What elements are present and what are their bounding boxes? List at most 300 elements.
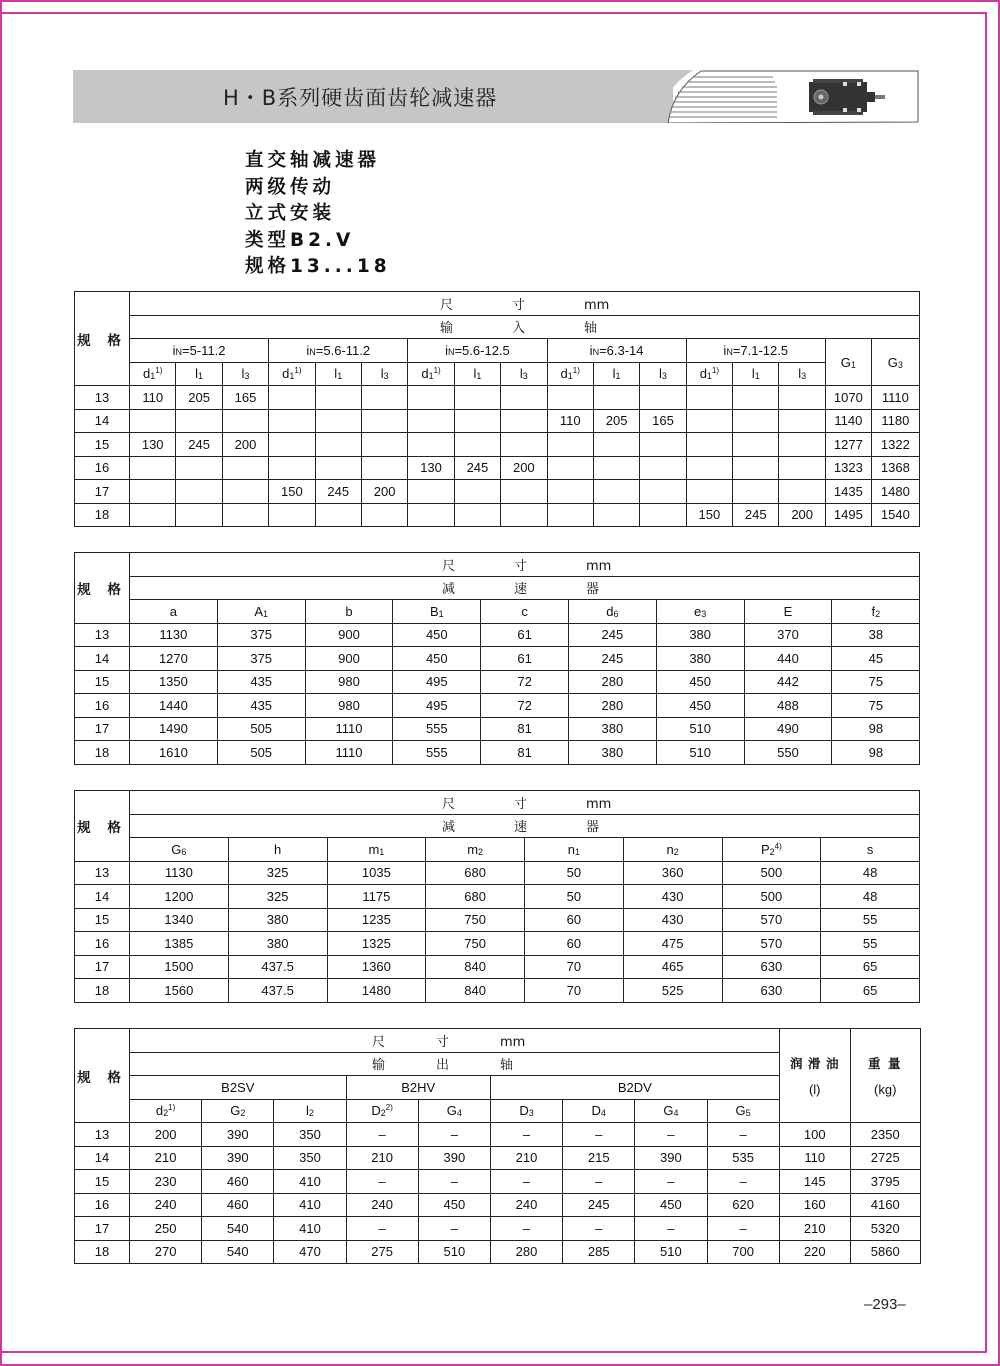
dimension-word: mm (584, 297, 610, 313)
value-cell: 60 (525, 908, 624, 932)
value-cell: 1480 (327, 979, 426, 1003)
value-cell: 245 (563, 1193, 635, 1217)
value-cell: 205 (593, 409, 639, 433)
value-cell: 240 (490, 1193, 562, 1217)
value-cell (501, 433, 547, 457)
value-cell: – (635, 1217, 707, 1241)
symbol-base: G (735, 1103, 746, 1119)
value-cell: – (707, 1217, 779, 1241)
value-cell: 200 (501, 456, 547, 480)
spec-size-cell: 13 (75, 1123, 130, 1147)
value-cell: 500 (722, 861, 821, 885)
symbol-base: l (612, 366, 616, 382)
value-cell: 325 (228, 861, 327, 885)
value-cell: 380 (568, 741, 656, 765)
value-cell: 60 (525, 932, 624, 956)
symbol-base: l (751, 366, 755, 382)
column-header (825, 339, 871, 386)
table-row (75, 456, 920, 480)
value-cell: 505 (217, 741, 305, 765)
spec-size-cell: 16 (75, 456, 130, 480)
value-cell: 380 (656, 623, 744, 647)
value-cell: 50 (525, 861, 624, 885)
value-cell: 65 (821, 979, 920, 1003)
value-cell (454, 480, 500, 504)
value-cell: 1110 (305, 741, 393, 765)
dimension-word: 尺 (440, 297, 454, 313)
dimension-header (130, 791, 920, 815)
value-cell: – (635, 1123, 707, 1147)
ratio-group-header (686, 339, 825, 363)
reducer-dimension-table-1 (74, 552, 920, 765)
column-header (525, 838, 624, 862)
value-cell (593, 456, 639, 480)
column-header (547, 362, 593, 386)
value-cell: 1340 (130, 908, 229, 932)
dimension-word: mm (586, 558, 612, 574)
ratio-symbol: i (172, 342, 176, 358)
value-cell (315, 409, 361, 433)
column-header (722, 838, 821, 862)
column-header (217, 600, 305, 624)
table-row (75, 670, 920, 694)
symbol-subscript: 1 (198, 371, 204, 382)
value-cell: 980 (305, 694, 393, 718)
value-cell: 440 (744, 647, 832, 671)
symbol-base: l (659, 366, 662, 382)
symbol-base: m (368, 841, 380, 857)
value-cell (593, 503, 639, 527)
column-header (305, 600, 393, 624)
column-header (733, 362, 779, 386)
column-header (635, 1099, 707, 1123)
ratio-symbol: i (723, 342, 727, 358)
table-row (75, 1217, 921, 1241)
spec-size-cell: 16 (75, 1193, 130, 1217)
value-cell: 45 (832, 647, 920, 671)
column-header (393, 600, 481, 624)
value-cell: 437.5 (228, 979, 327, 1003)
value-cell: 215 (563, 1146, 635, 1170)
value-cell (176, 456, 222, 480)
value-cell: 130 (408, 456, 454, 480)
value-cell: 2350 (850, 1123, 920, 1147)
symbol-base: A (254, 603, 264, 619)
value-cell: 48 (821, 885, 920, 909)
spec-size-cell: 14 (75, 409, 130, 433)
value-cell: 510 (656, 717, 744, 741)
spec-size-cell: 13 (75, 623, 130, 647)
symbol-subscript: 1 (263, 608, 269, 619)
symbol-subscript: 2 (673, 846, 679, 857)
value-cell (130, 503, 176, 527)
column-header-row (75, 600, 920, 624)
spec-size-cell: 13 (75, 386, 130, 410)
spec-size-cell: 13 (75, 861, 130, 885)
value-cell (269, 433, 315, 457)
column-header (426, 838, 525, 862)
value-cell: 490 (744, 717, 832, 741)
section-header-row (75, 814, 920, 838)
value-cell (454, 503, 500, 527)
value-cell: 1490 (130, 717, 218, 741)
value-cell: 245 (568, 647, 656, 671)
reducer-dimension-table-2 (74, 790, 920, 1003)
spec-header: 规 格 (75, 1029, 130, 1123)
column-header (315, 362, 361, 386)
value-cell: 380 (656, 647, 744, 671)
value-cell: 510 (635, 1240, 707, 1264)
table-row (75, 480, 920, 504)
value-cell: 1325 (327, 932, 426, 956)
column-header (274, 1099, 346, 1123)
table-row (75, 741, 920, 765)
symbol-subscript: 1 (476, 371, 482, 382)
symbol-subscript: 3 (701, 608, 707, 619)
value-cell: 230 (130, 1170, 202, 1194)
value-cell: 1322 (871, 433, 919, 457)
footnote-marker: 1) (433, 366, 441, 376)
dimension-word: 尺 (372, 1034, 386, 1050)
table-row (75, 861, 920, 885)
value-cell (779, 409, 825, 433)
dimension-word: 尺 (442, 796, 456, 812)
value-cell: 240 (130, 1193, 202, 1217)
subtitle-block (245, 148, 391, 281)
value-cell: – (707, 1170, 779, 1194)
value-cell: 620 (707, 1193, 779, 1217)
symbol-subscript: 1 (706, 371, 712, 382)
value-cell (501, 503, 547, 527)
value-cell: 1140 (825, 409, 871, 433)
spec-size-cell: 17 (75, 955, 130, 979)
column-header (418, 1099, 490, 1123)
section-header-word: 速 (514, 582, 528, 598)
value-cell: 81 (481, 741, 569, 765)
section-header (130, 814, 920, 838)
value-cell: 450 (656, 694, 744, 718)
value-cell: 245 (315, 480, 361, 504)
dimension-word: mm (500, 1034, 526, 1050)
footnote-marker: 1) (155, 366, 163, 376)
spec-size-cell: 16 (75, 932, 130, 956)
spec-header: 规 格 (75, 553, 130, 624)
value-cell (269, 409, 315, 433)
section-header (130, 1052, 780, 1076)
symbol-subscript: 1 (337, 371, 343, 382)
value-cell: 200 (361, 480, 407, 504)
symbol-subscript: 2 (769, 846, 775, 857)
section-header-word: 速 (514, 820, 528, 836)
value-cell: 495 (393, 670, 481, 694)
value-cell (454, 433, 500, 457)
value-cell: 410 (274, 1193, 346, 1217)
value-cell: 630 (722, 955, 821, 979)
table-row (75, 885, 920, 909)
symbol-base: d (421, 366, 429, 382)
column-header (454, 362, 500, 386)
value-cell: 150 (269, 480, 315, 504)
symbol-subscript: 6 (613, 608, 619, 619)
value-cell (547, 503, 593, 527)
value-cell (222, 480, 268, 504)
value-cell: 750 (426, 908, 525, 932)
column-header (361, 362, 407, 386)
value-cell: 370 (744, 623, 832, 647)
symbol-subscript: 2 (163, 1108, 169, 1119)
column-header (623, 838, 722, 862)
dimension-header-row (75, 292, 920, 316)
symbol-subscript: 2 (380, 1108, 386, 1119)
column-header (686, 362, 732, 386)
symbol-base: G (887, 354, 898, 370)
value-cell: 285 (563, 1240, 635, 1264)
value-cell (501, 386, 547, 410)
value-cell: 61 (481, 647, 569, 671)
table-row (75, 1123, 921, 1147)
value-cell: – (490, 1123, 562, 1147)
value-cell: 5860 (850, 1240, 920, 1264)
symbol-subscript: 1 (567, 371, 573, 382)
spec-size-cell: 18 (75, 503, 130, 527)
value-cell (408, 480, 454, 504)
symbol-subscript: 2 (308, 1108, 314, 1119)
spec-size-cell: 14 (75, 1146, 130, 1170)
page-number: –293– (864, 1296, 906, 1313)
value-cell: 630 (722, 979, 821, 1003)
value-cell: 450 (656, 670, 744, 694)
value-cell: 1610 (130, 741, 218, 765)
symbol-base: m (467, 841, 479, 857)
value-cell (547, 456, 593, 480)
value-cell: 510 (656, 741, 744, 765)
value-cell: 380 (228, 908, 327, 932)
symbol-subscript: 3 (244, 371, 250, 382)
table-row (75, 503, 920, 527)
symbol-subscript: 1 (754, 371, 760, 382)
value-cell: 680 (426, 885, 525, 909)
column-header (821, 838, 920, 862)
variant-group-header: B2DV (490, 1076, 779, 1100)
value-cell: – (707, 1123, 779, 1147)
value-cell: – (418, 1170, 490, 1194)
ratio-group-header (269, 339, 408, 363)
value-cell: 81 (481, 717, 569, 741)
value-cell: 98 (832, 717, 920, 741)
value-cell (130, 409, 176, 433)
section-header-word: 轴 (584, 321, 598, 337)
symbol-base: D (519, 1103, 529, 1119)
value-cell: 270 (130, 1240, 202, 1264)
value-cell: 110 (130, 386, 176, 410)
value-cell (361, 503, 407, 527)
symbol-subscript: 1 (150, 371, 156, 382)
value-cell: 430 (623, 908, 722, 932)
symbol-subscript: 1 (438, 608, 444, 619)
value-cell: 165 (640, 409, 686, 433)
value-cell: 570 (722, 908, 821, 932)
value-cell (176, 409, 222, 433)
symbol-base: c (521, 603, 528, 619)
subtitle-line: 类型B2.V (245, 229, 355, 251)
value-cell: 390 (202, 1146, 274, 1170)
symbol-subscript: 1 (615, 371, 621, 382)
value-cell: 540 (202, 1240, 274, 1264)
value-cell: 1360 (327, 955, 426, 979)
value-cell (222, 503, 268, 527)
table-row (75, 1170, 921, 1194)
column-header (481, 600, 569, 624)
symbol-subscript: 1 (574, 846, 580, 857)
section-header-word: 减 (442, 582, 456, 598)
value-cell: 55 (821, 908, 920, 932)
symbol-subscript: 1 (379, 846, 385, 857)
value-cell: 1500 (130, 955, 229, 979)
value-cell (779, 386, 825, 410)
value-cell: 98 (832, 741, 920, 765)
lubricant-oil-label: 润 滑 油 (790, 1057, 840, 1071)
value-cell: 1368 (871, 456, 919, 480)
value-cell (547, 386, 593, 410)
value-cell: 1540 (871, 503, 919, 527)
value-cell: 500 (722, 885, 821, 909)
value-cell (733, 409, 779, 433)
value-cell: – (563, 1170, 635, 1194)
table-row (75, 623, 920, 647)
footnote-marker: 2) (385, 1103, 393, 1113)
spec-size-cell: 16 (75, 694, 130, 718)
symbol-base: l (195, 366, 199, 382)
value-cell (315, 433, 361, 457)
ratio-range: =5.6-11.2 (315, 342, 371, 358)
value-cell (501, 409, 547, 433)
value-cell (686, 433, 732, 457)
value-cell: 410 (274, 1170, 346, 1194)
value-cell: 550 (744, 741, 832, 765)
value-cell: 1130 (130, 861, 229, 885)
symbol-subscript: 4 (456, 1108, 462, 1119)
value-cell: 465 (623, 955, 722, 979)
section-header (130, 315, 920, 339)
column-header-row (75, 362, 920, 386)
column-header (779, 362, 825, 386)
value-cell: 150 (686, 503, 732, 527)
ratio-subscript: N (726, 346, 733, 357)
value-cell: 48 (821, 861, 920, 885)
symbol-subscript: 4 (600, 1108, 606, 1119)
symbol-base: d (699, 366, 707, 382)
value-cell: 72 (481, 694, 569, 718)
weight-unit: (kg) (874, 1082, 897, 1097)
weight-label: 重 量 (867, 1057, 903, 1071)
section-header-word: 器 (586, 582, 600, 598)
symbol-base: d (560, 366, 568, 382)
value-cell: 350 (274, 1123, 346, 1147)
table-row (75, 409, 920, 433)
value-cell: 1560 (130, 979, 229, 1003)
value-cell: 460 (202, 1170, 274, 1194)
footnote-marker: 1) (294, 366, 302, 376)
value-cell (779, 433, 825, 457)
symbol-subscript: 3 (801, 371, 807, 382)
value-cell: 145 (779, 1170, 850, 1194)
symbol-base: d (282, 366, 290, 382)
value-cell: 5320 (850, 1217, 920, 1241)
value-cell: 110 (779, 1146, 850, 1170)
table-row (75, 955, 920, 979)
value-cell: 390 (418, 1146, 490, 1170)
spec-size-cell: 15 (75, 1170, 130, 1194)
column-header (744, 600, 832, 624)
value-cell: 1435 (825, 480, 871, 504)
dimension-header (130, 553, 920, 577)
value-cell: 200 (779, 503, 825, 527)
value-cell: – (346, 1123, 418, 1147)
symbol-subscript: 1 (850, 359, 856, 370)
column-header (130, 838, 229, 862)
gearbox-image (807, 78, 889, 116)
symbol-base: n (666, 841, 674, 857)
symbol-subscript: 2 (875, 608, 881, 619)
value-cell: 1323 (825, 456, 871, 480)
value-cell (408, 409, 454, 433)
value-cell: 555 (393, 717, 481, 741)
column-header-row (75, 838, 920, 862)
value-cell: 72 (481, 670, 569, 694)
symbol-base: b (345, 603, 353, 619)
value-cell: 375 (217, 647, 305, 671)
value-cell (130, 456, 176, 480)
symbol-base: f (871, 603, 876, 619)
symbol-subscript: 6 (181, 846, 187, 857)
value-cell: 390 (202, 1123, 274, 1147)
symbol-base: l (519, 366, 523, 382)
value-cell (779, 456, 825, 480)
lubricant-oil-unit: (l) (808, 1082, 821, 1097)
value-cell: 700 (707, 1240, 779, 1264)
value-cell: 450 (418, 1193, 490, 1217)
dimension-word: 寸 (512, 297, 526, 313)
dimension-header-row (75, 791, 920, 815)
value-cell (501, 480, 547, 504)
value-cell: 165 (222, 386, 268, 410)
header-banner (73, 70, 919, 123)
spec-size-cell: 15 (75, 908, 130, 932)
symbol-subscript: 1 (428, 371, 434, 382)
value-cell: 1035 (327, 861, 426, 885)
value-cell: 380 (228, 932, 327, 956)
symbol-base: n (567, 841, 575, 857)
value-cell: 245 (454, 456, 500, 480)
section-header-word: 输 (372, 1058, 386, 1074)
symbol-base: h (274, 841, 282, 857)
ratio-group-header (408, 339, 547, 363)
ratio-group-header (547, 339, 686, 363)
symbol-base: G (446, 1103, 457, 1119)
value-cell: 750 (426, 932, 525, 956)
dimension-word: mm (586, 796, 612, 812)
value-cell: 475 (623, 932, 722, 956)
symbol-subscript: 4 (673, 1108, 679, 1119)
spec-header: 规 格 (75, 791, 130, 862)
symbol-base: s (866, 841, 874, 857)
column-header (130, 362, 176, 386)
value-cell: 55 (821, 932, 920, 956)
value-cell: 375 (217, 623, 305, 647)
column-header (832, 600, 920, 624)
value-cell: 488 (744, 694, 832, 718)
value-cell: 2725 (850, 1146, 920, 1170)
